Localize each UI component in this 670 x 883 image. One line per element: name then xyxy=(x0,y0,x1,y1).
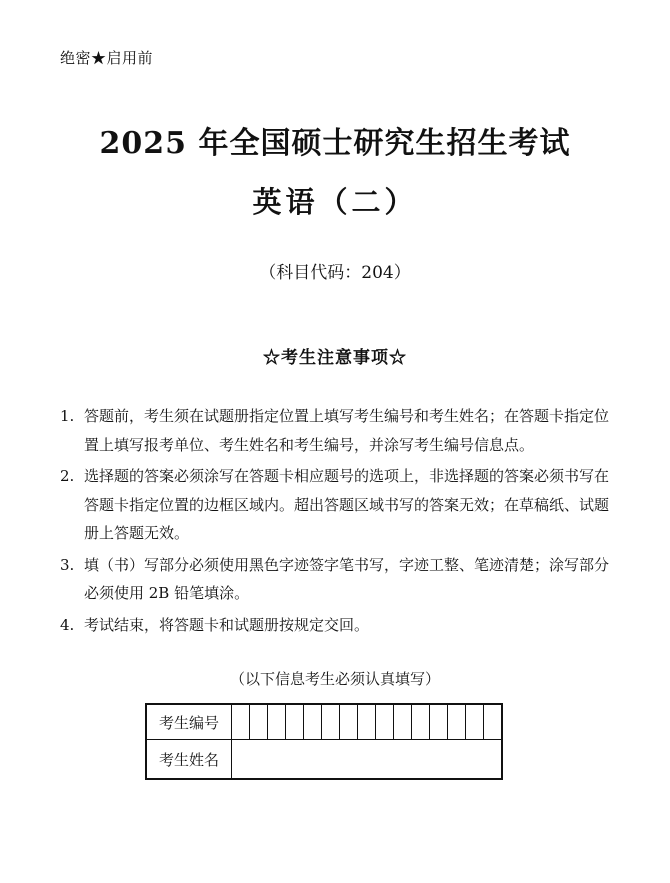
candidate-number-digit-box[interactable] xyxy=(448,704,466,740)
notice-heading: ☆考生注意事项☆ xyxy=(263,348,407,368)
instruction-text: 填（书）写部分必须使用黑色字迹签字笔书写，字迹工整、笔迹清楚；涂写部分必须使用 2B 铅笔填涂。 xyxy=(84,555,610,602)
exam-subject: 英语（二） xyxy=(252,185,418,219)
candidate-number-digit-box[interactable] xyxy=(394,704,412,740)
candidate-name-label: 考生姓名 xyxy=(146,740,232,780)
candidate-number-row xyxy=(146,704,502,740)
instruction-number: 1. xyxy=(60,407,75,425)
candidate-number-digit-box[interactable] xyxy=(484,704,503,740)
candidate-number-digit-box[interactable] xyxy=(322,704,340,740)
candidate-number-digit-box[interactable] xyxy=(466,704,484,740)
candidate-name-row xyxy=(146,740,502,780)
instruction-number: 4. xyxy=(60,615,75,634)
candidate-number-digit-box[interactable] xyxy=(376,704,394,740)
candidate-info-table xyxy=(145,703,503,780)
candidate-number-digit-box[interactable] xyxy=(340,704,358,740)
instruction-item xyxy=(60,402,616,459)
candidate-name-field[interactable] xyxy=(232,740,503,780)
candidate-number-digit-box[interactable] xyxy=(412,704,430,740)
instruction-text: 答题前，考生须在试题册指定位置上填写考生编号和考生姓名；在答题卡指定位置上填写报考单位、考生姓名和考生编号，并涂写考生编号信息点。 xyxy=(84,407,610,454)
candidate-number-digit-box[interactable] xyxy=(232,704,250,740)
instruction-text: 考试结束，将答题卡和试题册按规定交回。 xyxy=(84,615,370,634)
instruction-item xyxy=(60,551,616,608)
subject-code: （科目代码：204） xyxy=(259,263,411,283)
instruction-number: 2. xyxy=(60,467,75,485)
info-caption: （以下信息考生必须认真填写） xyxy=(229,670,440,688)
candidate-number-digit-box[interactable] xyxy=(430,704,448,740)
instruction-number: 3. xyxy=(60,555,75,574)
candidate-number-digit-box[interactable] xyxy=(286,704,304,740)
instruction-item xyxy=(60,462,616,548)
exam-title: 2025 年全国硕士研究生招生考试 xyxy=(99,126,571,161)
candidate-number-digit-box[interactable] xyxy=(304,704,322,740)
candidate-number-digit-box[interactable] xyxy=(268,704,286,740)
instruction-item xyxy=(60,611,616,640)
candidate-number-digit-box[interactable] xyxy=(358,704,376,740)
candidate-number-label: 考生编号 xyxy=(146,704,232,740)
instruction-text: 选择题的答案必须涂写在答题卡相应题号的选项上，非选择题的答案必须书写在答题卡指定位置的边框区域内。超出答题区域书写的答案无效；在草稿纸、试题册上答题无效。 xyxy=(84,467,610,542)
secret-mark: 绝密★启用前 xyxy=(60,49,154,67)
instructions-list xyxy=(60,402,616,642)
candidate-number-digit-box[interactable] xyxy=(250,704,268,740)
